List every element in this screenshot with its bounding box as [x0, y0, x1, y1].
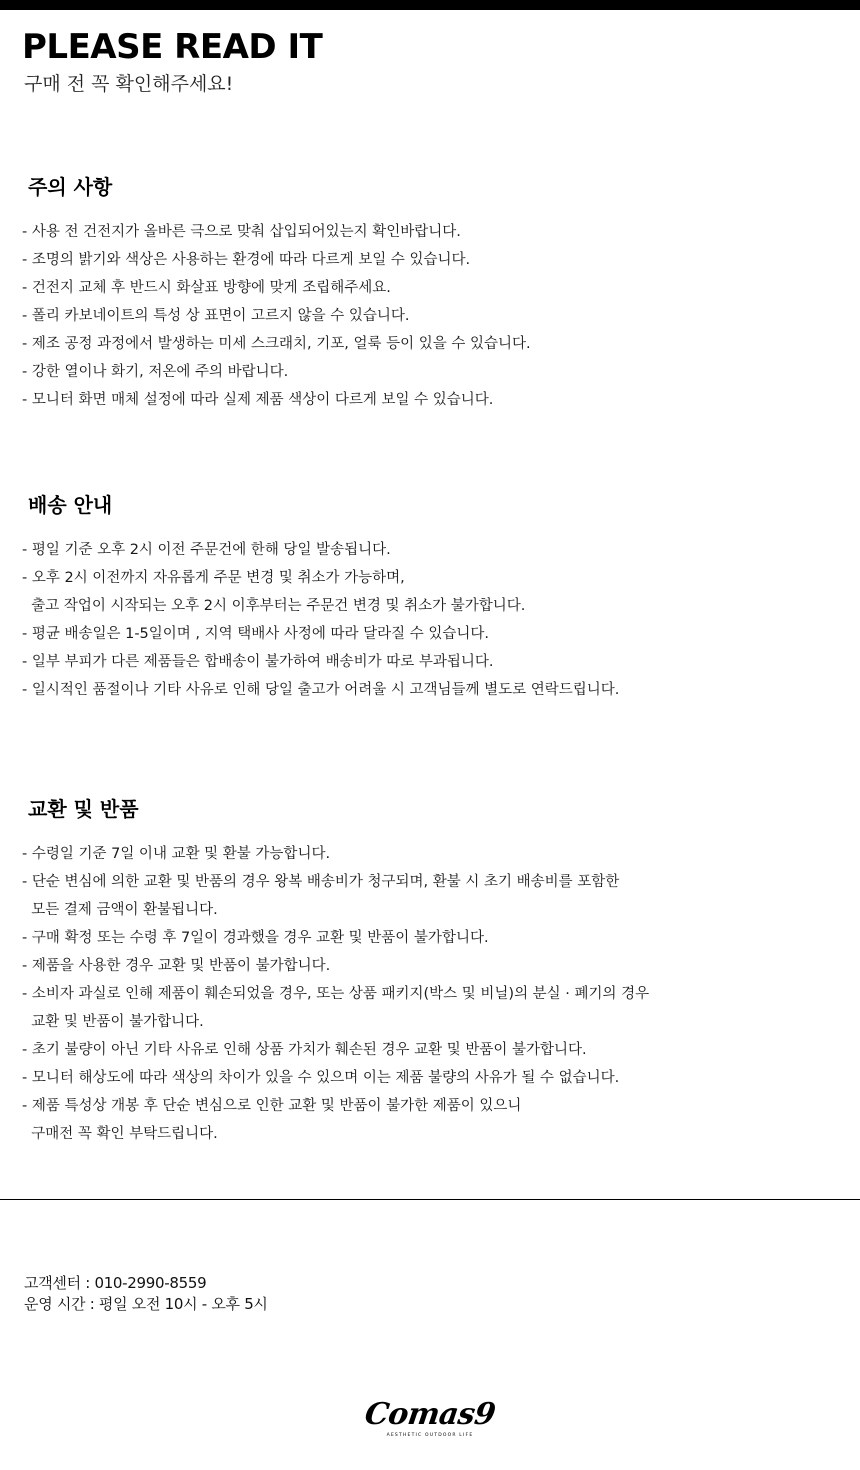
returns-item: - 소비자 과실로 인해 제품이 훼손되었을 경우, 또는 상품 패키지(박스 및 비닐)의 분실 · 폐기의 경우	[22, 986, 650, 1002]
caution-item: - 제조 공정 과정에서 발생하는 미세 스크래치, 기포, 얼룩 등이 있을 수 있습니다.	[22, 336, 531, 352]
shipping-item: - 평균 배송일은 1-5일이며 , 지역 택배사 사정에 따라 달라질 수 있습니다.	[22, 626, 490, 642]
customer-center-phone: 고객센터 : 010-2990-8559	[24, 1274, 207, 1292]
returns-item: - 제품을 사용한 경우 교환 및 반품이 불가합니다.	[22, 958, 331, 974]
shipping-item: - 일시적인 품절이나 기타 사유로 인해 당일 출고가 어려울 시 고객님들께 별도로 연락드립니다.	[22, 682, 620, 698]
page-title: PLEASE READ IT	[22, 27, 323, 67]
shipping-item: - 일부 부피가 다른 제품들은 합배송이 불가하여 배송비가 따로 부과됩니다.	[22, 654, 494, 670]
returns-item: 모든 결제 금액이 환불됩니다.	[22, 902, 218, 918]
caution-item: - 조명의 밝기와 색상은 사용하는 환경에 따라 다르게 보일 수 있습니다.	[22, 252, 471, 268]
top-bar	[0, 0, 860, 10]
caution-list	[22, 218, 531, 414]
returns-list	[22, 840, 649, 1148]
caution-item: - 강한 열이나 화기, 저온에 주의 바랍니다.	[22, 364, 289, 380]
shipping-heading: 배송 안내	[28, 493, 113, 517]
operating-hours: 운영 시간 : 평일 오전 10시 - 오후 5시	[24, 1295, 268, 1313]
returns-item: - 단순 변심에 의한 교환 및 반품의 경우 왕복 배송비가 청구되며, 환불 시 초기 배송비를 포함한	[22, 874, 620, 890]
caution-heading: 주의 사항	[28, 175, 113, 199]
brand-logo-text: Comas9	[362, 1397, 498, 1432]
caution-item: - 사용 전 건전지가 올바른 극으로 맞춰 삽입되어있는지 확인바랍니다.	[22, 224, 461, 240]
shipping-item: - 오후 2시 이전까지 자유롭게 주문 변경 및 취소가 가능하며,	[22, 570, 405, 586]
shipping-item: 출고 작업이 시작되는 오후 2시 이후부터는 주문건 변경 및 취소가 불가합니다.	[22, 598, 526, 614]
returns-item: 구매전 꼭 확인 부탁드립니다.	[22, 1126, 218, 1142]
caution-item: - 모니터 화면 매체 설정에 따라 실제 제품 색상이 다르게 보일 수 있습니다.	[22, 392, 494, 408]
returns-item: 교환 및 반품이 불가합니다.	[22, 1014, 204, 1030]
caution-item: - 건전지 교체 후 반드시 화살표 방향에 맞게 조립해주세요.	[22, 280, 391, 296]
returns-item: - 제품 특성상 개봉 후 단순 변심으로 인한 교환 및 반품이 불가한 제품이 있으니	[22, 1098, 522, 1114]
returns-item: - 수령일 기준 7일 이내 교환 및 환불 가능합니다.	[22, 846, 331, 862]
footer-divider	[0, 1199, 860, 1200]
caution-item: - 폴리 카보네이트의 특성 상 표면이 고르지 않을 수 있습니다.	[22, 308, 410, 324]
brand-logo	[0, 1398, 860, 1439]
shipping-item: - 평일 기준 오후 2시 이전 주문건에 한해 당일 발송됩니다.	[22, 542, 391, 558]
returns-item: - 구매 확정 또는 수령 후 7일이 경과했을 경우 교환 및 반품이 불가합니다.	[22, 930, 489, 946]
returns-heading: 교환 및 반품	[28, 797, 139, 821]
page-subtitle: 구매 전 꼭 확인해주세요!	[24, 73, 234, 95]
shipping-list	[22, 536, 619, 704]
brand-tagline: AESTHETIC OUTDOOR LIFE	[386, 1433, 474, 1438]
returns-item: - 모니터 해상도에 따라 색상의 차이가 있을 수 있으며 이는 제품 불량의 사유가 될 수 없습니다.	[22, 1070, 620, 1086]
returns-item: - 초기 불량이 아닌 기타 사유로 인해 상품 가치가 훼손된 경우 교환 및 반품이 불가합니다.	[22, 1042, 587, 1058]
